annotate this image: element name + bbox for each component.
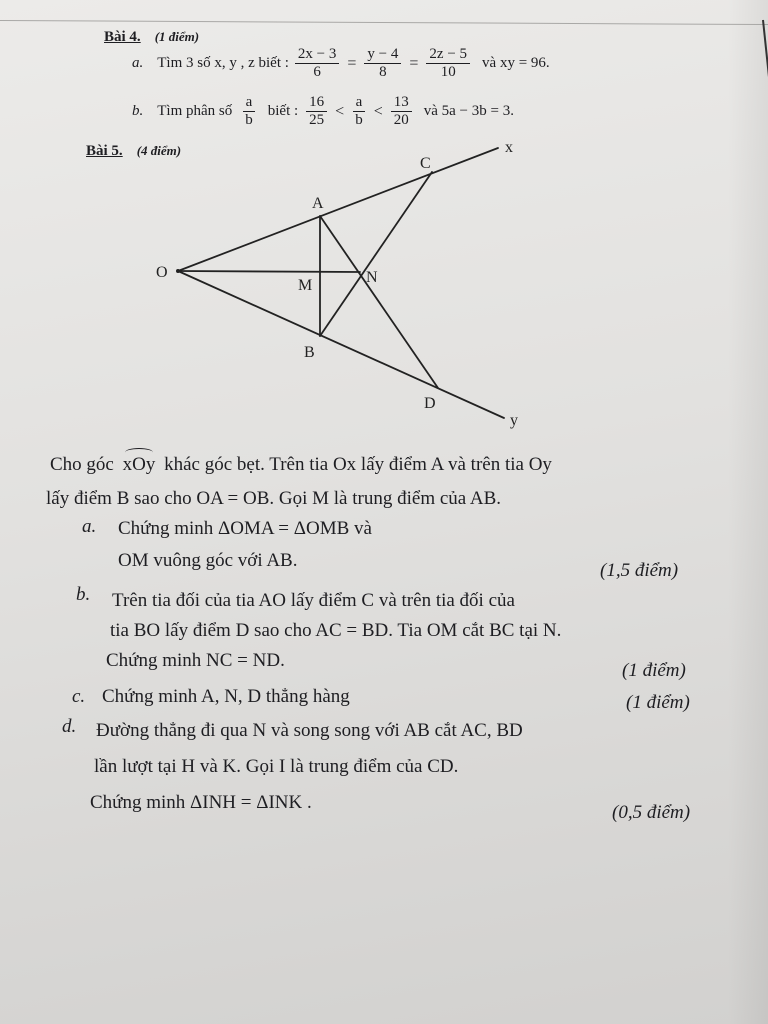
label-m: M <box>298 277 313 294</box>
equals-sign: = <box>347 54 357 72</box>
fraction-denominator: b <box>355 112 363 128</box>
bai5-heading: Bài 5. <box>86 143 123 159</box>
fraction-denominator: 10 <box>440 64 456 80</box>
fraction-numerator: 13 <box>391 94 412 112</box>
bai5-d-line-1: Đường thẳng đi qua N và song song với AB cắt AC, BD <box>96 720 523 741</box>
fraction-numerator: 2x − 3 <box>295 46 339 64</box>
angle-xoy: xOy <box>123 448 156 476</box>
point-o-dot <box>176 269 180 273</box>
fraction-numerator: y − 4 <box>364 46 401 64</box>
fraction-numerator: a <box>243 94 256 112</box>
bai5-a-points: (1,5 điểm) <box>600 560 679 581</box>
bai5-a-label: a. <box>82 516 97 537</box>
geometry-figure <box>0 0 768 440</box>
bai4-points: (1 điểm) <box>154 29 200 44</box>
bai5-b-line-2: tia BO lấy điểm D sao cho AC = BD. Tia OM cắt BC tại N. <box>110 620 562 641</box>
bai4-b-text-mid: biết : <box>267 103 299 119</box>
fraction-numerator: 2z − 5 <box>426 46 470 64</box>
label-y: y <box>510 412 518 429</box>
fraction-denominator: 20 <box>393 112 409 128</box>
label-b: B <box>304 344 315 361</box>
less-than-sign: < <box>373 102 383 120</box>
bai4-a-text-after: và xy = 96. <box>482 55 550 71</box>
bai5-d-line-2: lần lượt tại H và K. Gọi I là trung điểm của CD. <box>94 756 459 777</box>
bai5-c-line-1: Chứng minh A, N, D thẳng hàng <box>102 686 350 707</box>
bai5-intro-line-1 <box>50 448 552 476</box>
bai5-points: (4 điểm) <box>136 143 182 158</box>
bai4-a-label: a. <box>132 55 144 71</box>
label-o: O <box>156 264 168 281</box>
bai5-b-points: (1 điểm) <box>622 660 686 681</box>
bai4-b-text-before: Tìm phân số <box>157 103 233 119</box>
equals-sign: = <box>409 54 419 72</box>
label-a: A <box>312 195 324 212</box>
bai5-c-points: (1 điểm) <box>626 692 690 713</box>
segment-on <box>178 271 360 272</box>
bai4-b-label: b. <box>132 103 144 119</box>
label-x: x <box>505 139 513 156</box>
label-d: D <box>424 395 436 412</box>
ray-oy <box>178 271 504 418</box>
bai5-d-points: (0,5 điểm) <box>612 802 691 823</box>
fraction-denominator: 25 <box>309 112 325 128</box>
bai5-b-label: b. <box>76 584 91 605</box>
bai5-b-line-3: Chứng minh NC = ND. <box>106 650 285 671</box>
ray-ox <box>178 148 498 271</box>
fraction-denominator: 8 <box>379 64 387 80</box>
segment-bc <box>320 172 432 336</box>
fraction-numerator: 16 <box>306 94 327 112</box>
bai5-d-line-3: Chứng minh ΔINH = ΔINK . <box>90 792 312 813</box>
label-c: C <box>420 155 431 172</box>
bai5-intro-before: Cho góc <box>50 454 114 475</box>
bai5-a-line-2: OM vuông góc với AB. <box>118 550 298 571</box>
fraction-denominator: b <box>245 112 253 128</box>
bai5-intro-after: khác góc bẹt. Trên tia Ox lấy điểm A và trên tia Oy <box>164 454 552 475</box>
fraction-numerator: a <box>353 94 366 112</box>
bai5-d-label: d. <box>62 716 77 737</box>
label-n: N <box>366 269 378 286</box>
less-than-sign: < <box>335 102 345 120</box>
bai5-intro-line-2: lấy điểm B sao cho OA = OB. Gọi M là trung điểm của AB. <box>46 488 502 509</box>
bai4-a-text-before: Tìm 3 số x, y , z biết : <box>157 55 289 71</box>
bai5-b-line-1: Trên tia đối của tia AO lấy điểm C và trên tia đối của <box>112 590 515 611</box>
bai5-a-line-1: Chứng minh ΔOMA = ΔOMB và <box>118 518 372 539</box>
fraction-denominator: 6 <box>313 64 321 80</box>
bai4-b-text-after: và 5a − 3b = 3. <box>423 103 514 119</box>
bai5-c-label: c. <box>72 686 86 707</box>
bai4-heading: Bài 4. <box>104 29 141 45</box>
